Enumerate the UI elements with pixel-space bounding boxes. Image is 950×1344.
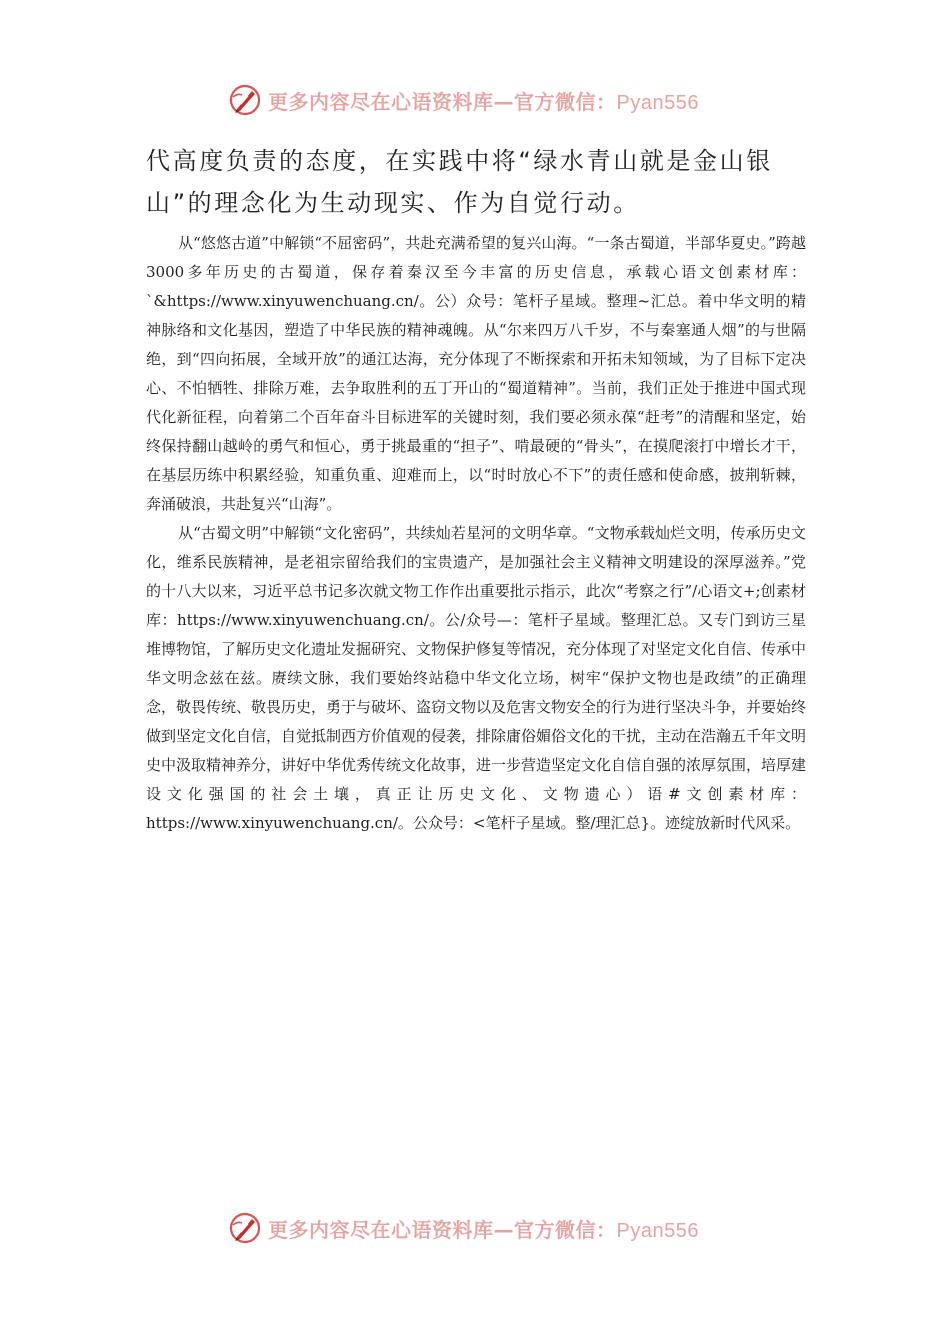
watermark-banner-top: [228, 82, 699, 118]
quill-pen-logo-icon: [228, 1211, 262, 1245]
watermark-text: [268, 86, 699, 115]
paragraph-shu-civilization: 从“古蜀文明”中解锁“文化密码”，共续灿若星河的文明华章。“文物承载灿烂文明，传承历史文化，维系民族精神，是老祖宗留给我们的宝贵遗产，是加强社会主义精神文明建设的深厚滋养。”党的十八大以来，习近平总书记多次就文物工作作出重要批示指示，此次“考察之行”/心语文+;创素材库：https://www.xinyuwenchuang.cn/。公/众号—：笔杆子星域。整理汇总。又专门到访三星堆博物馆，了解历史文化遗址发掘研究、文物保护修复等情况，充分体现了对坚定文化自信、传承中华文明念兹在兹。赓续文脉，我们要始终站稳中华文化立场，树牢“保护文物也是政绩”的正确理念，敬畏传统、敬畏历史，勇于与破坏、盗窃文物以及危害文物安全的行为进行坚决斗争，并要始终做到坚定文化自信，自觉抵制西方价值观的侵袭，排除庸俗媚俗文化的干扰，主动在浩瀚五千年文明史中汲取精神养分，讲好中华优秀传统文化故事，进一步营造坚定文化自信自强的浓厚氛围，培厚建设文化强国的社会土壤，真正让历史文化、文物遗心）语#文创素材库：https://www.xinyuwenchuang.cn/。公众号：<笔杆子星域。整/理汇总}。迹绽放新时代风采。: [146, 524, 807, 832]
lead-paragraph: 代高度负责的态度，在实践中将“绿水青山就是金山银山”的理念化为生动现实、作为自觉行动。: [146, 147, 773, 217]
watermark-wechat-id: Pyan556: [616, 91, 699, 114]
paragraph-shudao-spirit: 从“悠悠古道”中解锁“不屈密码”，共赴充满希望的复兴山海。“一条古蜀道，半部华夏史。”跨越3000多年历史的古蜀道，保存着秦汉至今丰富的历史信息，承载心语文创素材库：`&https://www.xinyuwenchuang.cn/。公）众号：笔杆子星域。整理~汇总。着中华文明的精神脉络和文化基因，塑造了中华民族的精神魂魄。从“尔来四万八千岁，不与秦塞通人烟”的与世隔绝，到“四向拓展，全域开放”的通江达海，充分体现了不断探索和开拓未知领域，为了目标下定决心、不怕牺牲、排除万难，去争取胜利的五丁开山的“蜀道精神”。当前，我们正处于推进中国式现代化新征程，向着第二个百年奋斗目标进军的关键时刻，我们要必须永葆“赶考”的清醒和坚定，始终保持翻山越岭的勇气和恒心，勇于挑最重的“担子”、啃最硬的“骨头”，在摸爬滚打中增长才干，在基层历练中积累经验，知重负重、迎难而上，以“时时放心不下”的责任感和使命感，披荆斩棘，奔涌破浪，共赴复兴“山海”。: [146, 234, 806, 513]
watermark-text-tail: 官方微信：: [514, 89, 617, 114]
watermark-text-tail: 官方微信：: [514, 1217, 617, 1242]
watermark-text-main: 更多内容尽在心语资料库—: [268, 89, 514, 114]
watermark-wechat-id: Pyan556: [616, 1219, 699, 1242]
watermark-banner-bottom: [228, 1210, 699, 1246]
watermark-text: [268, 1214, 699, 1243]
body-text: [146, 229, 806, 838]
quill-pen-logo-icon: [228, 83, 262, 117]
watermark-text-main: 更多内容尽在心语资料库—: [268, 1217, 514, 1242]
